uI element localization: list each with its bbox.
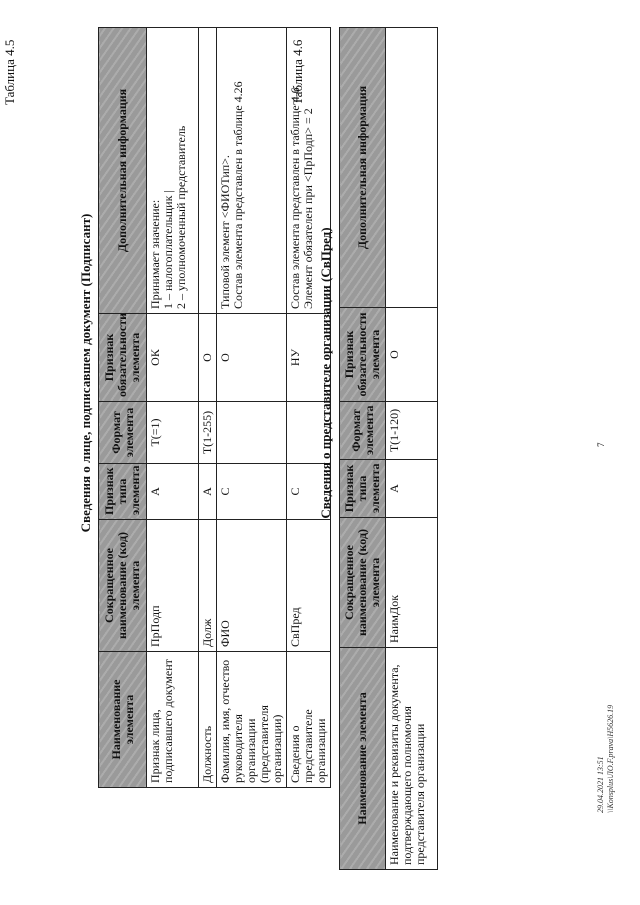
table-4-6-caption: Таблица 4.6 xyxy=(290,39,305,105)
cell-code: НаимДок xyxy=(386,518,438,648)
table-4-5-caption: Таблица 4.5 xyxy=(2,39,17,105)
cell-info: Принимает значение: 1 – налогоплательщик | 2 – уполномоченный представитель xyxy=(147,28,199,314)
cell-required: О xyxy=(199,314,217,402)
cell-name: Признак лица, подписавшего документ xyxy=(147,652,199,788)
cell-code: Долж xyxy=(199,520,217,652)
header-cell: Дополнительная информация xyxy=(340,28,386,308)
cell-name: Фамилия, имя, отчество руководителя организации (представителя организации) xyxy=(217,652,287,788)
table-row xyxy=(217,28,287,788)
cell-format: T(1-255) xyxy=(199,402,217,464)
header-cell: Формат элемента xyxy=(99,402,147,464)
print-stamp-line-2: \\Konsplus\ЛО.F.prava\H5626.19 xyxy=(606,704,615,813)
table-4-6-title: Сведения о представителе организации (СвПред) xyxy=(318,227,333,519)
cell-type: А xyxy=(147,464,199,520)
header-cell: Наименование элемента xyxy=(99,652,147,788)
table-4-5 xyxy=(98,27,331,788)
header-cell: Сокращенное наименование (код) элемента xyxy=(99,520,147,652)
cell-format: T(1-120) xyxy=(386,402,438,460)
cell-code: ФИО xyxy=(217,520,287,652)
header-cell: Формат элемента xyxy=(340,402,386,460)
cell-info: Состав элемента представлен в таблице 4.6. Элемент обязателен при <ПрПодп> = 2 xyxy=(287,28,331,314)
cell-info: Типовой элемент <ФИОТип>. Состав элемента представлен в таблице 4.26 xyxy=(217,28,287,314)
header-cell: Наименование элемента xyxy=(340,648,386,870)
cell-type: С xyxy=(287,464,331,520)
cell-code: ПрПодп xyxy=(147,520,199,652)
header-cell: Признак типа элемента xyxy=(340,460,386,518)
cell-type: А xyxy=(199,464,217,520)
print-stamp-line-1: 29.04.2021 13:51 xyxy=(596,756,605,813)
header-cell: Признак обязательности элемента xyxy=(340,308,386,402)
cell-required: НУ xyxy=(287,314,331,402)
table-row xyxy=(147,28,199,788)
header-cell: Признак обязательности элемента xyxy=(99,314,147,402)
cell-info xyxy=(386,28,438,308)
cell-info xyxy=(199,28,217,314)
table-4-6 xyxy=(339,27,438,870)
cell-required: О xyxy=(217,314,287,402)
header-cell: Признак типа элемента xyxy=(99,464,147,520)
cell-type: А xyxy=(386,460,438,518)
cell-format: T(=1) xyxy=(147,402,199,464)
header-cell: Сокращенное наименование (код) элемента xyxy=(340,518,386,648)
table-row xyxy=(386,28,438,870)
cell-required: О xyxy=(386,308,438,402)
table-4-5-title: Сведения о лице, подписавшем документ (Подписант) xyxy=(78,213,93,533)
header-cell: Дополнительная информация xyxy=(99,28,147,314)
cell-required: ОК xyxy=(147,314,199,402)
cell-name: Наименование и реквизиты документа, подтверждающего полномочия представителя организации xyxy=(386,648,438,870)
cell-type: С xyxy=(217,464,287,520)
cell-name: Должность xyxy=(199,652,217,788)
cell-code: СвПред xyxy=(287,520,331,652)
cell-name: Сведения о представителе организации xyxy=(287,652,331,788)
table-header-row xyxy=(340,28,386,870)
page-number: 7 xyxy=(596,442,606,447)
table-row xyxy=(199,28,217,788)
cell-format xyxy=(217,402,287,464)
table-header-row xyxy=(99,28,147,788)
